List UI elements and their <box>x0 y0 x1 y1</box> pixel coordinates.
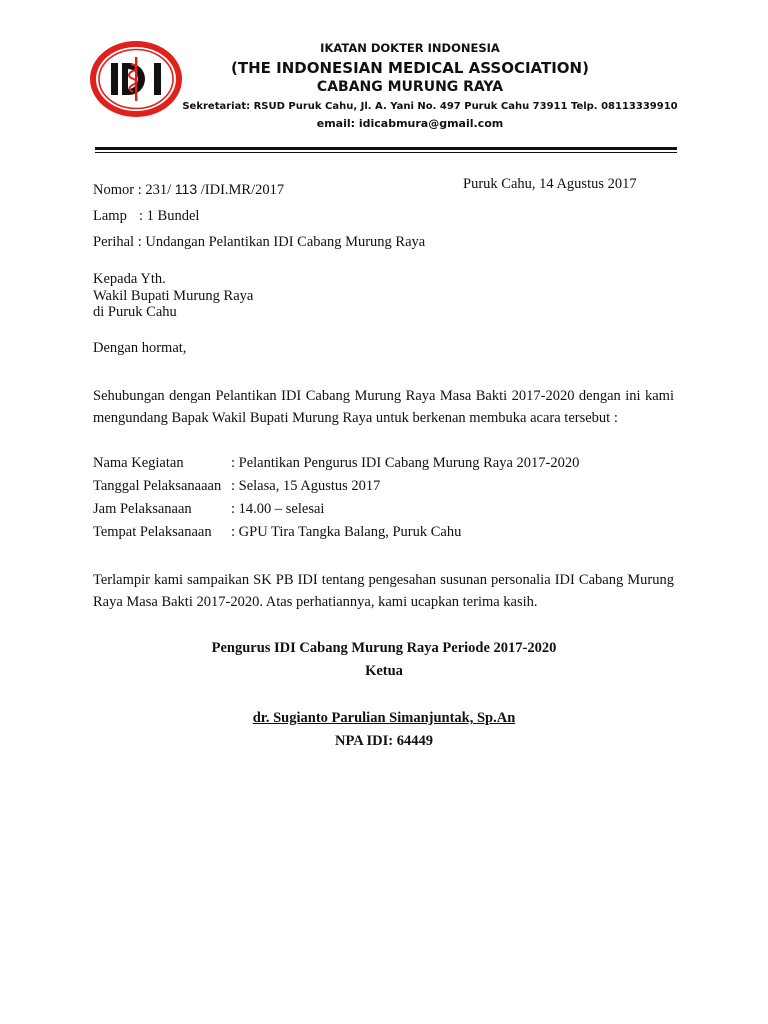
position-title: Ketua <box>365 663 403 679</box>
recipient-line: Kepada Yth. <box>93 271 166 287</box>
detail-row <box>93 455 579 472</box>
letterhead-divider <box>95 147 677 150</box>
detail-value: : Pelantikan Pengurus IDI Cabang Murung Raya 2017-2020 <box>231 455 580 471</box>
detail-label: Jam Pelaksanaan <box>93 501 192 517</box>
letter-number-prefix: : 231/ <box>137 182 175 198</box>
body-paragraph: Sehubungan dengan Pelantikan IDI Cabang Murung Raya Masa Bakti 2017-2020 dengan ini kami mengundang Bapak Wakil Bupati Murung Raya untuk berkenan membuka acara tersebut : <box>93 388 674 426</box>
subject-label: Perihal <box>93 234 135 250</box>
detail-label: Tanggal Pelaksanaaan <box>93 478 222 494</box>
closing-paragraph: Terlampir kami sampaikan SK PB IDI tentang pengesahan susunan personalia IDI Cabang Murung Raya Masa Bakti 2017-2020. Atas perhatiannya, kami ucapkan terima kasih. <box>93 572 674 610</box>
subject-line <box>93 234 425 251</box>
org-name-english: (THE INDONESIAN MEDICAL ASSOCIATION) <box>231 59 589 77</box>
letter-number-suffix: /IDI.MR/2017 <box>197 182 285 198</box>
attachment-label: Lamp <box>93 208 127 224</box>
board-title: Pengurus IDI Cabang Murung Raya Periode 2017-2020 <box>211 640 557 656</box>
recipient-line: di Puruk Cahu <box>93 304 177 320</box>
idi-logo <box>86 38 186 120</box>
branch-name: CABANG MURUNG RAYA <box>316 79 504 95</box>
letter-number <box>93 181 284 199</box>
detail-row <box>93 478 380 495</box>
place-date: Puruk Cahu, 14 Agustus 2017 <box>463 176 637 192</box>
attachment-value: : 1 Bundel <box>139 208 200 224</box>
signer-npa: NPA IDI: 64449 <box>334 733 433 749</box>
signer-name-text: dr. Sugianto Parulian Simanjuntak, Sp.An <box>252 710 516 726</box>
letter-number-label: Nomor <box>93 182 135 198</box>
detail-value: : Selasa, 15 Agustus 2017 <box>231 478 381 494</box>
detail-row <box>93 501 324 518</box>
letterhead-divider-thin <box>95 152 677 153</box>
salutation: Dengan hormat, <box>93 340 187 356</box>
signer-name <box>93 710 675 727</box>
attachment-line <box>93 208 199 225</box>
email-address: email: idicabmura@gmail.com <box>316 117 504 130</box>
detail-label: Tempat Pelaksanaan <box>93 524 212 540</box>
org-name: IKATAN DOKTER INDONESIA <box>320 41 500 55</box>
detail-value: : GPU Tira Tangka Balang, Puruk Cahu <box>231 524 462 540</box>
recipient-block <box>93 271 253 321</box>
letter-number-value: 113 <box>174 181 198 197</box>
detail-value: : 14.00 – selesai <box>231 501 325 517</box>
subject-value: : Undangan Pelantikan IDI Cabang Murung Raya <box>137 234 426 250</box>
recipient-line: Wakil Bupati Murung Raya <box>93 287 254 304</box>
secretariat-address: Sekretariat: RSUD Puruk Cahu, Jl. A. Yani No. 497 Puruk Cahu 73911 Telp. 08113339910 <box>182 101 678 112</box>
detail-label: Nama Kegiatan <box>93 455 184 471</box>
detail-row <box>93 524 461 541</box>
